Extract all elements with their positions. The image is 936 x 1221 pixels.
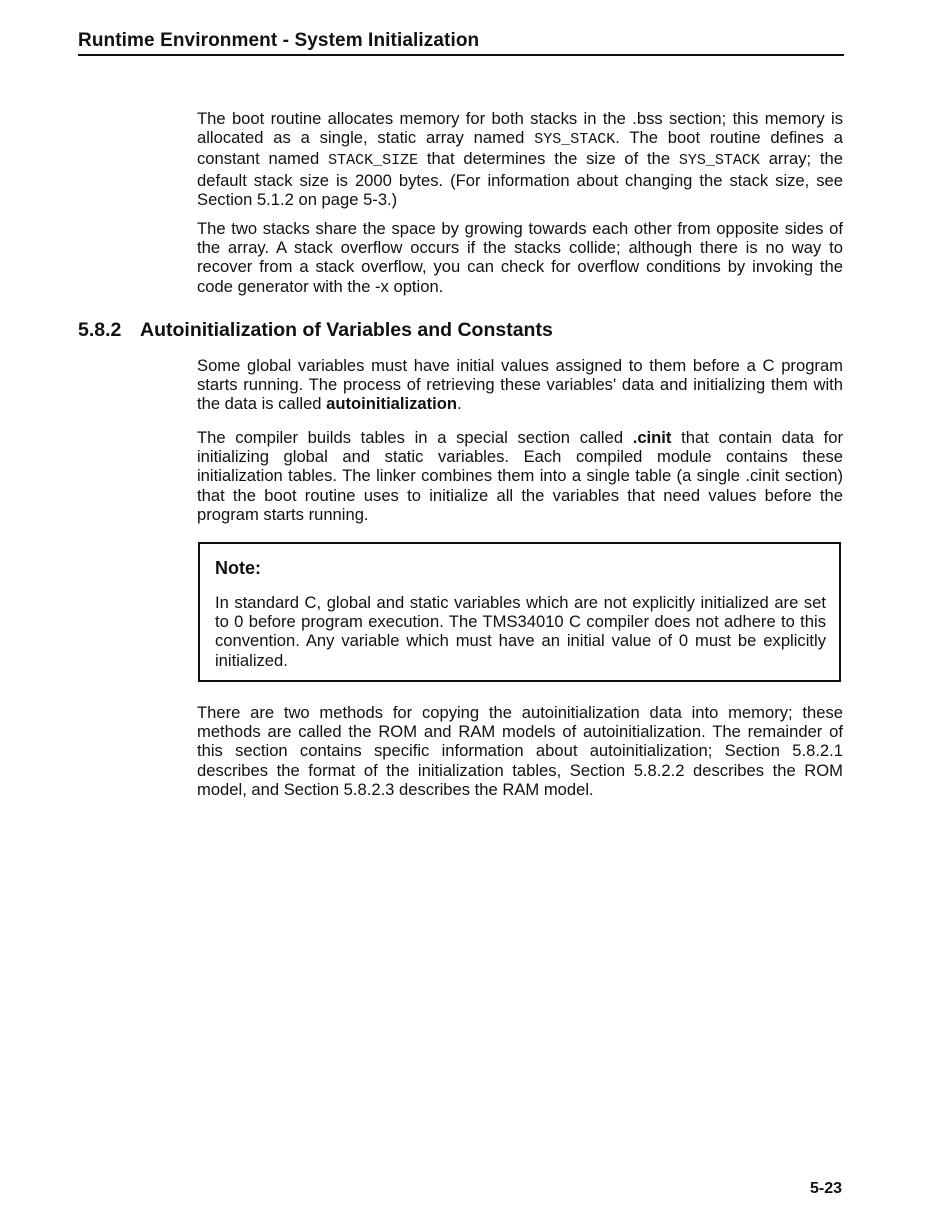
sys-stack-code-2: SYS_STACK — [678, 152, 760, 170]
para1-text-3: that determines the size of the — [418, 149, 679, 169]
stack-size-code: STACK_SIZE — [328, 152, 419, 170]
paragraph-rom-ram-models — [197, 703, 843, 799]
paragraph-autoinit-intro — [197, 356, 843, 414]
para3-text-2: . — [457, 394, 462, 414]
page-header — [78, 30, 844, 56]
para2-text: The two stacks share the space by growing towards each other from opposite sides of the array. A stack overflow occurs if the stacks collide; although there is no way to recover from a stack overflow, you can check for overflow conditions by invoking the code generator with the -x option. — [197, 219, 843, 296]
paragraph-stack-sharing — [197, 219, 843, 296]
note-title: Note: — [215, 558, 261, 578]
paragraph-cinit — [197, 428, 843, 524]
paragraph-stack-allocation — [197, 109, 843, 209]
page-number: 5-23 — [809, 1180, 842, 1197]
sys-stack-code: SYS_STACK — [534, 131, 616, 149]
para1-text-2: . The boot routine defines a constant named — [197, 128, 843, 169]
para1-text-1: The boot routine allocates memory for both stacks in the .bss section; this memory is allocated as a single, static array named — [197, 109, 843, 148]
section-number: 5.8.2 — [78, 319, 122, 341]
section-title: Autoinitialization of Variables and Constants — [140, 319, 553, 341]
cinit-term: .cinit — [632, 428, 672, 447]
para4-text-2: that contain data for initializing global and static variables. Each compiled module contains these initialization tables. The linker combines them into a single table (a single .cinit section) that the boot routine uses to initialize all the variables that need values before the program starts running. — [197, 428, 843, 524]
section-heading — [78, 319, 553, 342]
para4-text-1: The compiler builds tables in a special section called — [197, 428, 633, 447]
note-box — [198, 542, 841, 682]
header-title: Runtime Environment - System Initialization — [78, 30, 480, 51]
para1-text-4: array; the default stack size is 2000 bytes. (For information about changing the stack size, see Section 5.1.2 on page 5-3.) — [197, 149, 843, 209]
note-text: In standard C, global and static variables which are not explicitly initialized are set to 0 before program execution. The TMS34010 C compiler does not adhere to this convention. Any variable which must have an initial value of 0 must be explicitly initialized. — [215, 593, 826, 670]
para3-text-1: Some global variables must have initial values assigned to them before a C program starts running. The process of retrieving these variables' data and initializing them with the data is called — [197, 356, 843, 414]
para5-text: There are two methods for copying the autoinitialization data into memory; these methods are called the ROM and RAM models of autoinitialization. The remainder of this section contains specific information about autoinitialization; Section 5.8.2.1 describes the format of the initialization tables, Section 5.8.2.2 describes the ROM model, and Section 5.8.2.3 describes the RAM model. — [197, 703, 843, 799]
autoinitialization-term: autoinitialization — [326, 394, 458, 414]
